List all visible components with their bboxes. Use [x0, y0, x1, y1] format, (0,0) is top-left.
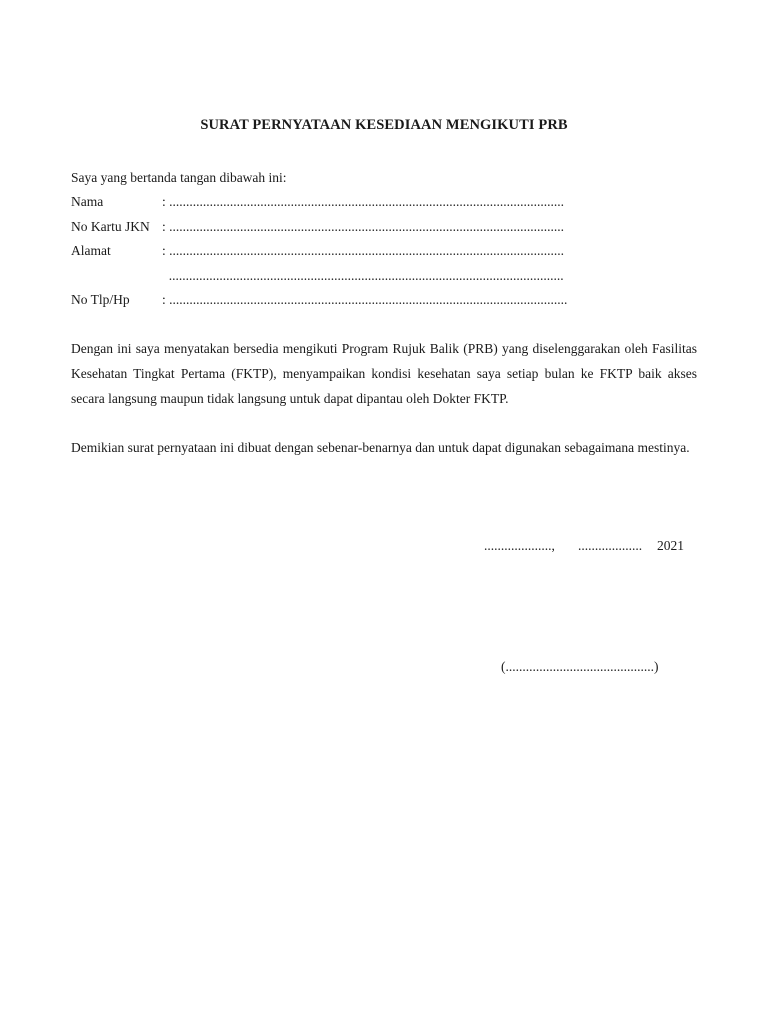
- field-blank: : ......................................................................................................................: [162, 292, 568, 307]
- field-blank: .....................................................................................................................: [162, 268, 564, 283]
- intro-text: Saya yang bertanda tangan dibawah ini:: [71, 170, 287, 185]
- field-alamat: [71, 243, 564, 259]
- field-nama: [71, 194, 564, 210]
- statement-paragraph: Dengan ini saya menyatakan bersedia mengikuti Program Rujuk Balik (PRB) yang diselenggarakan oleh Fasilitas Kesehatan Tingkat Pertama (FKTP), menyampaikan kondisi kesehatan saya setiap bulan ke FKTP baik akses secara langsung maupun tidak langsung untuk dapat dipantau oleh Dokter FKTP.: [71, 341, 697, 406]
- month-blank: ...................: [578, 538, 643, 553]
- year-text: 2021: [657, 538, 684, 553]
- field-no-tlp-hp: [71, 292, 567, 308]
- document-title: SURAT PERNYATAAN KESEDIAAN MENGIKUTI PRB: [200, 117, 568, 133]
- closing-paragraph: Demikian surat pernyataan ini dibuat dengan sebenar-benarnya dan untuk dapat digunakan sebagaimana mestinya.: [71, 440, 690, 455]
- field-label: Nama: [71, 194, 104, 209]
- field-alamat-continued: [71, 268, 564, 284]
- field-label: No Tlp/Hp: [71, 292, 130, 307]
- signature-line: (............................................): [501, 659, 659, 674]
- field-blank: : .....................................................................................................................: [162, 243, 565, 258]
- field-no-kartu-jkn: [71, 219, 564, 235]
- field-blank: : .....................................................................................................................: [162, 194, 565, 209]
- field-blank: : .....................................................................................................................: [162, 219, 565, 234]
- field-label: Alamat: [71, 243, 111, 258]
- place-blank: ....................,: [484, 538, 555, 553]
- field-label: No Kartu JKN: [71, 219, 150, 234]
